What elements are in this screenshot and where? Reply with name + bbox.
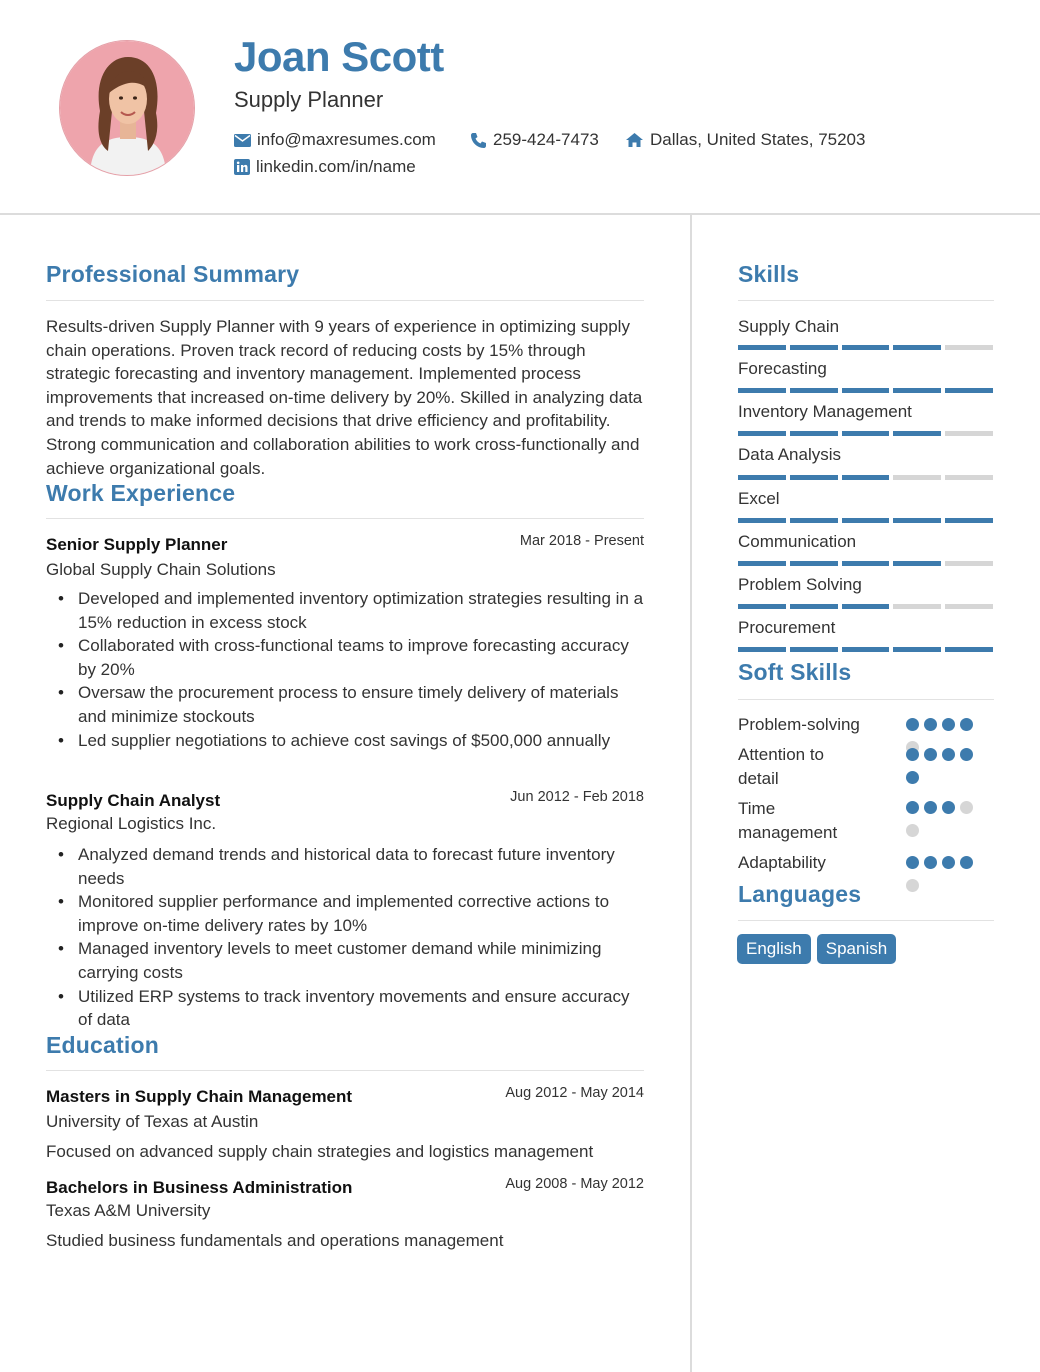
experience-heading: Work Experience [46, 480, 236, 506]
soft-skills-heading: Soft Skills [738, 659, 852, 685]
skill-label: Excel [738, 489, 780, 508]
list-item: • Collaborated with cross-functional teams to improve forecasting accuracy by 20% [46, 634, 646, 681]
skill-level-bar [738, 604, 993, 609]
skill-level-bar [738, 475, 993, 480]
job-1-header [46, 535, 644, 557]
rating-dot [906, 801, 919, 814]
profile-photo [59, 40, 195, 176]
contact-location [625, 130, 865, 150]
email-text: info@maxresumes.com [257, 130, 436, 149]
skill-bar-segment [893, 647, 941, 652]
rating-dot [960, 718, 973, 731]
contact-phone[interactable] [470, 130, 599, 150]
job-2-header [46, 791, 644, 813]
skill-bar-segment [893, 561, 941, 566]
list-item: • Utilized ERP systems to track inventory movements and ensure accuracy of data [46, 985, 646, 1032]
skill-bar-segment [893, 345, 941, 350]
edu-1-school: University of Texas at Austin [46, 1112, 259, 1131]
experience-rule [46, 518, 644, 519]
skill-bar-segment [790, 431, 838, 436]
skill-level-bar [738, 345, 993, 350]
skill-bar-segment [790, 518, 838, 523]
rating-dot [906, 748, 919, 761]
skill-bar-segment [842, 475, 890, 480]
skill-bar-segment [945, 345, 993, 350]
skill-label: Data Analysis [738, 445, 841, 464]
education-heading: Education [46, 1032, 159, 1058]
list-item: • Developed and implemented inventory optimization strategies resulting in a 15% reduction in excess stock [46, 587, 646, 634]
rating-dot [942, 748, 955, 761]
summary-rule [46, 300, 644, 301]
skill-bar-segment [790, 388, 838, 393]
skill-bar-segment [790, 345, 838, 350]
soft-skill-rating [906, 856, 981, 892]
home-icon [625, 132, 644, 148]
soft-skill-rating [906, 748, 981, 784]
resume-header [0, 0, 1040, 215]
avatar-portrait-icon [60, 41, 195, 176]
phone-icon [470, 132, 487, 149]
soft-skill-label: Attention to detail [738, 745, 825, 788]
skill-bar-segment [790, 561, 838, 566]
skill-bar-segment [945, 561, 993, 566]
language-tags [737, 934, 896, 964]
skill-label: Problem Solving [738, 575, 862, 594]
soft-skill-label: Time management [738, 799, 838, 842]
contact-email[interactable] [234, 130, 436, 150]
skill-bar-segment [790, 647, 838, 652]
skill-bar-segment [893, 388, 941, 393]
soft-skill-label: Problem-solving [738, 715, 860, 734]
job-2-role: Supply Chain Analyst [46, 791, 221, 810]
edu-1-degree: Masters in Supply Chain Management [46, 1087, 353, 1106]
skill-bar-segment [790, 475, 838, 480]
job-2-dates: Jun 2012 - Feb 2018 [510, 789, 644, 805]
skill-label: Forecasting [738, 359, 827, 378]
skill-bar-segment [738, 388, 786, 393]
skill-bar-segment [738, 475, 786, 480]
skill-bar-segment [738, 561, 786, 566]
edu-2-school: Texas A&M University [46, 1201, 211, 1220]
skill-level-bar [738, 388, 993, 393]
list-item: • Led supplier negotiations to achieve cost savings of $500,000 annually [46, 729, 646, 753]
rating-dot [960, 856, 973, 869]
rating-dot [960, 748, 973, 761]
skills-heading: Skills [738, 261, 800, 287]
skill-bar-segment [893, 431, 941, 436]
edu-1-dates: Aug 2012 - May 2014 [505, 1085, 644, 1101]
edu-1-description: Focused on advanced supply chain strategies and logistics management [46, 1142, 594, 1161]
rating-dot [906, 771, 919, 784]
location-text: Dallas, United States, 75203 [650, 130, 866, 149]
skill-bar-segment [842, 345, 890, 350]
list-item: • Monitored supplier performance and implemented corrective actions to improve on-time delivery rates by 10% [46, 890, 646, 937]
rating-dot [924, 856, 937, 869]
job-1-company: Global Supply Chain Solutions [46, 560, 276, 579]
rating-dot [942, 856, 955, 869]
skill-bar-segment [842, 561, 890, 566]
skill-bar-segment [945, 518, 993, 523]
candidate-name: Joan Scott [234, 33, 444, 80]
edu-2-degree: Bachelors in Business Administration [46, 1178, 353, 1197]
skill-bar-segment [738, 647, 786, 652]
skill-level-bar [738, 518, 993, 523]
job-2-company: Regional Logistics Inc. [46, 814, 217, 833]
rating-dot [924, 801, 937, 814]
list-item: • Managed inventory levels to meet customer demand while minimizing carrying costs [46, 937, 646, 984]
rating-dot [924, 748, 937, 761]
column-divider [690, 215, 692, 1372]
job-1-role: Senior Supply Planner [46, 535, 228, 554]
linkedin-icon [234, 159, 250, 175]
edu-2-dates: Aug 2008 - May 2012 [505, 1176, 644, 1192]
rating-dot [906, 824, 919, 837]
summary-heading: Professional Summary [46, 261, 300, 287]
rating-dot [924, 718, 937, 731]
soft-skill-label: Adaptability [738, 853, 826, 872]
skill-bar-segment [842, 604, 890, 609]
skills-rule [738, 300, 994, 301]
rating-dot [960, 801, 973, 814]
skill-bar-segment [842, 518, 890, 523]
skill-bar-segment [738, 345, 786, 350]
rating-dot [906, 879, 919, 892]
skill-bar-segment [842, 431, 890, 436]
skill-level-bar [738, 647, 993, 652]
job-1-dates: Mar 2018 - Present [519, 533, 644, 549]
candidate-title: Supply Planner [234, 87, 384, 112]
list-item: • Oversaw the procurement process to ensure timely delivery of materials and minimize stockouts [46, 681, 646, 728]
envelope-icon [234, 134, 251, 147]
soft-skills-rule [738, 699, 994, 700]
skill-bar-segment [945, 475, 993, 480]
skill-label: Procurement [738, 618, 836, 637]
skill-bar-segment [945, 388, 993, 393]
skill-bar-segment [893, 604, 941, 609]
skill-label: Supply Chain [738, 317, 840, 336]
skill-bar-segment [842, 388, 890, 393]
summary-text: Results-driven Supply Planner with 9 years of experience in optimizing supply chain operations. Proven track record of reducing costs by 15% through strategic forecasting and inventory management. Implemented process improvements that increased on-time delivery by 20%. Skilled in analyzing data and trends to make informed decisions that drive efficiency and profitability. Strong communication and collaboration abilities to work cross-functionally and achieve organizational goals. [46, 317, 643, 478]
rating-dot [906, 856, 919, 869]
rating-dot [942, 801, 955, 814]
skill-level-bar [738, 561, 993, 566]
phone-text: 259-424-7473 [493, 130, 599, 149]
skill-bar-segment [790, 604, 838, 609]
languages-heading: Languages [738, 881, 862, 907]
language-tag-english: English [737, 934, 811, 964]
skill-bar-segment [738, 518, 786, 523]
skill-bar-segment [945, 431, 993, 436]
skill-bar-segment [738, 604, 786, 609]
list-item: • Analyzed demand trends and historical data to forecast future inventory needs [46, 843, 646, 890]
skill-label: Inventory Management [738, 402, 912, 421]
soft-skill-rating [906, 801, 981, 837]
skill-bar-segment [893, 518, 941, 523]
linkedin-text: linkedin.com/in/name [256, 157, 416, 176]
skill-bar-segment [893, 475, 941, 480]
rating-dot [906, 718, 919, 731]
rating-dot [942, 718, 955, 731]
contact-linkedin[interactable] [234, 157, 416, 177]
edu-1-header [46, 1087, 644, 1109]
education-rule [46, 1070, 644, 1071]
skill-bar-segment [842, 647, 890, 652]
edu-2-header [46, 1178, 644, 1200]
job-1-bullets [46, 587, 646, 752]
languages-rule [738, 920, 994, 921]
edu-2-description: Studied business fundamentals and operations management [46, 1231, 504, 1250]
skill-label: Communication [738, 532, 857, 551]
skill-bar-segment [945, 647, 993, 652]
job-2-bullets [46, 843, 646, 1032]
language-tag-spanish: Spanish [817, 934, 896, 964]
skill-bar-segment [945, 604, 993, 609]
skill-level-bar [738, 431, 993, 436]
skill-bar-segment [738, 431, 786, 436]
